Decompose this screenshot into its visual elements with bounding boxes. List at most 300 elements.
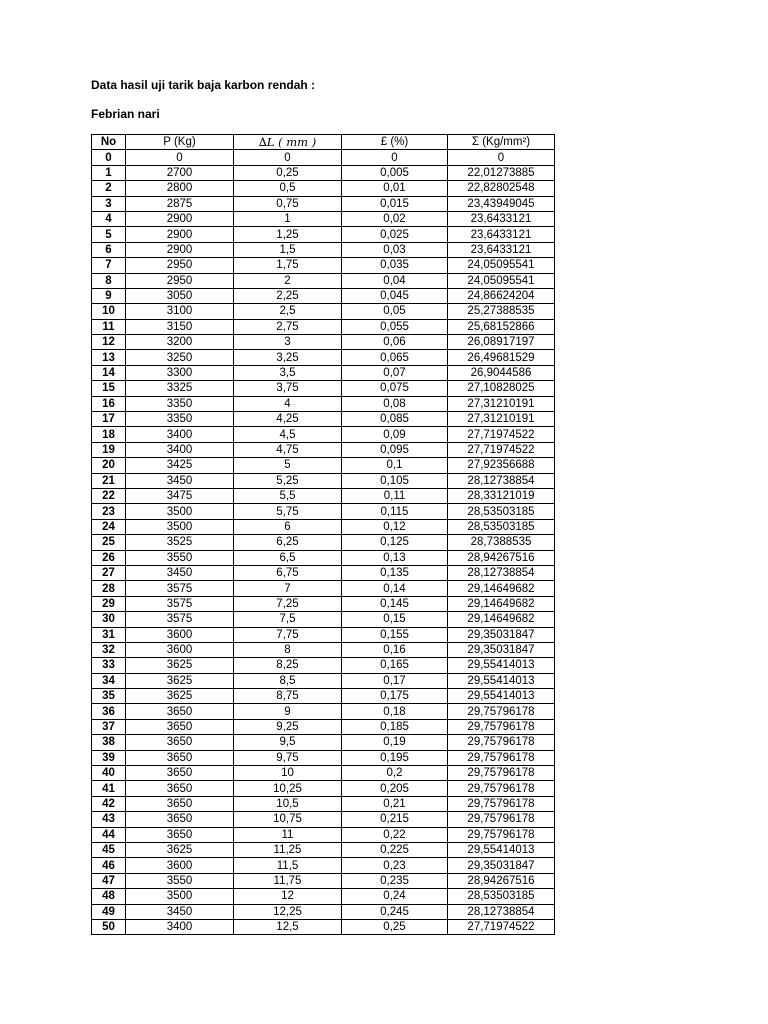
cell-stress: 27,92356688 — [448, 458, 555, 473]
cell-no: 21 — [92, 473, 126, 488]
cell-strain: 0,175 — [342, 689, 448, 704]
cell-no: 22 — [92, 488, 126, 503]
cell-strain: 0,055 — [342, 319, 448, 334]
cell-strain: 0,165 — [342, 658, 448, 673]
cell-no: 24 — [92, 519, 126, 534]
cell-elongation: 4,75 — [234, 442, 342, 457]
cell-elongation: 8 — [234, 642, 342, 657]
table-row — [92, 704, 555, 719]
cell-no: 40 — [92, 766, 126, 781]
table-row — [92, 335, 555, 350]
cell-load: 3625 — [126, 658, 234, 673]
table-row — [92, 350, 555, 365]
cell-stress: 29,75796178 — [448, 827, 555, 842]
cell-stress: 24,05095541 — [448, 258, 555, 273]
cell-strain: 0,15 — [342, 612, 448, 627]
table-row — [92, 627, 555, 642]
cell-load: 2900 — [126, 227, 234, 242]
cell-stress: 29,55414013 — [448, 842, 555, 857]
cell-no: 47 — [92, 873, 126, 888]
cell-no: 20 — [92, 458, 126, 473]
table-row — [92, 842, 555, 857]
cell-stress: 27,31210191 — [448, 412, 555, 427]
cell-no: 17 — [92, 412, 126, 427]
cell-load: 3325 — [126, 381, 234, 396]
cell-elongation: 1,75 — [234, 258, 342, 273]
cell-strain: 0,16 — [342, 642, 448, 657]
cell-load: 3550 — [126, 550, 234, 565]
cell-stress: 29,55414013 — [448, 689, 555, 704]
cell-load: 3475 — [126, 488, 234, 503]
cell-no: 3 — [92, 196, 126, 211]
table-header-row — [92, 135, 555, 150]
cell-load: 3625 — [126, 673, 234, 688]
table-row — [92, 719, 555, 734]
cell-strain: 0,215 — [342, 812, 448, 827]
cell-elongation: 10,5 — [234, 796, 342, 811]
cell-elongation: 1,25 — [234, 227, 342, 242]
cell-strain: 0,105 — [342, 473, 448, 488]
table-row — [92, 550, 555, 565]
cell-stress: 26,9044586 — [448, 365, 555, 380]
cell-load: 3400 — [126, 427, 234, 442]
cell-elongation: 9,5 — [234, 735, 342, 750]
document-title: Data hasil uji tarik baja karbon rendah : — [91, 78, 316, 92]
cell-stress: 28,53503185 — [448, 519, 555, 534]
cell-strain: 0,22 — [342, 827, 448, 842]
cell-elongation: 7,5 — [234, 612, 342, 627]
table-row — [92, 889, 555, 904]
cell-strain: 0,185 — [342, 719, 448, 734]
cell-stress: 28,12738854 — [448, 565, 555, 580]
cell-strain: 0,115 — [342, 504, 448, 519]
cell-elongation: 0 — [234, 150, 342, 165]
cell-stress: 27,71974522 — [448, 427, 555, 442]
cell-strain: 0,17 — [342, 673, 448, 688]
cell-elongation: 0,75 — [234, 196, 342, 211]
cell-elongation: 10,75 — [234, 812, 342, 827]
header-stress: Σ (Kg/mm²) — [448, 135, 555, 150]
cell-stress: 26,08917197 — [448, 335, 555, 350]
cell-elongation: 3,75 — [234, 381, 342, 396]
cell-no: 28 — [92, 581, 126, 596]
cell-stress: 27,31210191 — [448, 396, 555, 411]
cell-no: 27 — [92, 565, 126, 580]
table-row — [92, 458, 555, 473]
cell-load: 3600 — [126, 642, 234, 657]
cell-stress: 29,14649682 — [448, 612, 555, 627]
cell-no: 12 — [92, 335, 126, 350]
cell-strain: 0,11 — [342, 488, 448, 503]
cell-no: 7 — [92, 258, 126, 273]
cell-elongation: 6,25 — [234, 535, 342, 550]
cell-no: 29 — [92, 596, 126, 611]
cell-load: 3450 — [126, 473, 234, 488]
cell-strain: 0,04 — [342, 273, 448, 288]
cell-strain: 0,08 — [342, 396, 448, 411]
cell-no: 43 — [92, 812, 126, 827]
cell-stress: 29,75796178 — [448, 750, 555, 765]
cell-stress: 29,14649682 — [448, 581, 555, 596]
table-row — [92, 381, 555, 396]
cell-no: 2 — [92, 181, 126, 196]
cell-stress: 27,10828025 — [448, 381, 555, 396]
cell-stress: 28,12738854 — [448, 473, 555, 488]
cell-load: 3100 — [126, 304, 234, 319]
cell-no: 30 — [92, 612, 126, 627]
cell-load: 3250 — [126, 350, 234, 365]
cell-no: 33 — [92, 658, 126, 673]
cell-load: 3650 — [126, 750, 234, 765]
table-row — [92, 150, 555, 165]
cell-elongation: 5 — [234, 458, 342, 473]
table-row — [92, 504, 555, 519]
cell-elongation: 2,5 — [234, 304, 342, 319]
cell-no: 19 — [92, 442, 126, 457]
cell-elongation: 8,75 — [234, 689, 342, 704]
cell-elongation: 11 — [234, 827, 342, 842]
cell-strain: 0,23 — [342, 858, 448, 873]
cell-stress: 27,71974522 — [448, 919, 555, 934]
cell-load: 3150 — [126, 319, 234, 334]
cell-elongation: 2,75 — [234, 319, 342, 334]
cell-no: 46 — [92, 858, 126, 873]
cell-load: 3600 — [126, 858, 234, 873]
cell-load: 2900 — [126, 211, 234, 226]
cell-elongation: 3 — [234, 335, 342, 350]
cell-strain: 0,2 — [342, 766, 448, 781]
cell-no: 34 — [92, 673, 126, 688]
cell-stress: 22,82802548 — [448, 181, 555, 196]
cell-strain: 0,075 — [342, 381, 448, 396]
cell-elongation: 0,25 — [234, 165, 342, 180]
cell-load: 3200 — [126, 335, 234, 350]
cell-load: 3450 — [126, 904, 234, 919]
table-row — [92, 165, 555, 180]
cell-stress: 23,6433121 — [448, 227, 555, 242]
cell-stress: 24,86624204 — [448, 288, 555, 303]
cell-strain: 0,135 — [342, 565, 448, 580]
cell-strain: 0,14 — [342, 581, 448, 596]
cell-load: 3500 — [126, 504, 234, 519]
cell-no: 49 — [92, 904, 126, 919]
table-row — [92, 211, 555, 226]
cell-strain: 0,025 — [342, 227, 448, 242]
header-load: P (Kg) — [126, 135, 234, 150]
table-row — [92, 781, 555, 796]
cell-no: 44 — [92, 827, 126, 842]
cell-load: 3650 — [126, 704, 234, 719]
cell-elongation: 6,5 — [234, 550, 342, 565]
cell-strain: 0,225 — [342, 842, 448, 857]
cell-no: 31 — [92, 627, 126, 642]
cell-strain: 0,085 — [342, 412, 448, 427]
cell-stress: 25,27388535 — [448, 304, 555, 319]
cell-no: 37 — [92, 719, 126, 734]
cell-elongation: 8,5 — [234, 673, 342, 688]
table-row — [92, 396, 555, 411]
cell-no: 11 — [92, 319, 126, 334]
cell-load: 3650 — [126, 812, 234, 827]
cell-no: 48 — [92, 889, 126, 904]
cell-strain: 0,01 — [342, 181, 448, 196]
cell-no: 45 — [92, 842, 126, 857]
header-elongation: ∆L ( mm ) — [234, 135, 342, 150]
cell-elongation: 1 — [234, 211, 342, 226]
cell-elongation: 12,5 — [234, 919, 342, 934]
cell-elongation: 5,75 — [234, 504, 342, 519]
cell-strain: 0,065 — [342, 350, 448, 365]
cell-strain: 0,21 — [342, 796, 448, 811]
cell-strain: 0,12 — [342, 519, 448, 534]
cell-no: 9 — [92, 288, 126, 303]
cell-load: 3525 — [126, 535, 234, 550]
table-row — [92, 196, 555, 211]
cell-no: 5 — [92, 227, 126, 242]
header-strain: £ (%) — [342, 135, 448, 150]
cell-stress: 28,33121019 — [448, 488, 555, 503]
cell-load: 3550 — [126, 873, 234, 888]
cell-no: 26 — [92, 550, 126, 565]
cell-stress: 28,94267516 — [448, 873, 555, 888]
cell-no: 15 — [92, 381, 126, 396]
cell-load: 3575 — [126, 596, 234, 611]
cell-load: 2950 — [126, 258, 234, 273]
cell-strain: 0,09 — [342, 427, 448, 442]
table-row — [92, 365, 555, 380]
cell-strain: 0,03 — [342, 242, 448, 257]
cell-strain: 0,245 — [342, 904, 448, 919]
cell-strain: 0,1 — [342, 458, 448, 473]
cell-strain: 0,155 — [342, 627, 448, 642]
cell-load: 0 — [126, 150, 234, 165]
cell-load: 3625 — [126, 689, 234, 704]
cell-load: 2900 — [126, 242, 234, 257]
cell-stress: 29,75796178 — [448, 735, 555, 750]
table-row — [92, 766, 555, 781]
table-body — [92, 150, 555, 935]
cell-strain: 0,18 — [342, 704, 448, 719]
table-row — [92, 412, 555, 427]
cell-load: 3450 — [126, 565, 234, 580]
cell-elongation: 10 — [234, 766, 342, 781]
cell-strain: 0,07 — [342, 365, 448, 380]
table-row — [92, 304, 555, 319]
cell-stress: 29,35031847 — [448, 858, 555, 873]
cell-strain: 0,195 — [342, 750, 448, 765]
cell-no: 25 — [92, 535, 126, 550]
cell-no: 8 — [92, 273, 126, 288]
cell-no: 13 — [92, 350, 126, 365]
table-row — [92, 427, 555, 442]
cell-no: 38 — [92, 735, 126, 750]
cell-no: 14 — [92, 365, 126, 380]
cell-stress: 23,43949045 — [448, 196, 555, 211]
cell-elongation: 11,75 — [234, 873, 342, 888]
cell-strain: 0,235 — [342, 873, 448, 888]
table-row — [92, 242, 555, 257]
cell-load: 3625 — [126, 842, 234, 857]
table-row — [92, 642, 555, 657]
cell-no: 42 — [92, 796, 126, 811]
cell-strain: 0,095 — [342, 442, 448, 457]
cell-load: 3300 — [126, 365, 234, 380]
table-row — [92, 473, 555, 488]
cell-elongation: 7 — [234, 581, 342, 596]
cell-load: 3400 — [126, 919, 234, 934]
cell-strain: 0,145 — [342, 596, 448, 611]
cell-stress: 29,35031847 — [448, 642, 555, 657]
cell-no: 1 — [92, 165, 126, 180]
cell-strain: 0,035 — [342, 258, 448, 273]
cell-elongation: 1,5 — [234, 242, 342, 257]
cell-load: 2800 — [126, 181, 234, 196]
cell-strain: 0,25 — [342, 919, 448, 934]
cell-stress: 0 — [448, 150, 555, 165]
table-row — [92, 796, 555, 811]
table-row — [92, 750, 555, 765]
cell-stress: 29,75796178 — [448, 719, 555, 734]
cell-strain: 0 — [342, 150, 448, 165]
cell-stress: 28,12738854 — [448, 904, 555, 919]
cell-stress: 23,6433121 — [448, 242, 555, 257]
table-row — [92, 519, 555, 534]
cell-elongation: 8,25 — [234, 658, 342, 673]
cell-load: 3650 — [126, 781, 234, 796]
table-row — [92, 858, 555, 873]
table-row — [92, 258, 555, 273]
cell-load: 2875 — [126, 196, 234, 211]
cell-elongation: 4,5 — [234, 427, 342, 442]
cell-elongation: 9,25 — [234, 719, 342, 734]
cell-load: 2950 — [126, 273, 234, 288]
cell-elongation: 9,75 — [234, 750, 342, 765]
cell-elongation: 10,25 — [234, 781, 342, 796]
cell-load: 3575 — [126, 612, 234, 627]
cell-stress: 29,75796178 — [448, 796, 555, 811]
cell-no: 0 — [92, 150, 126, 165]
cell-stress: 25,68152866 — [448, 319, 555, 334]
cell-elongation: 2,25 — [234, 288, 342, 303]
cell-stress: 22,01273885 — [448, 165, 555, 180]
table-row — [92, 565, 555, 580]
cell-load: 3575 — [126, 581, 234, 596]
cell-stress: 28,94267516 — [448, 550, 555, 565]
author-name: Febrian nari — [91, 107, 160, 121]
cell-stress: 24,05095541 — [448, 273, 555, 288]
cell-stress: 29,14649682 — [448, 596, 555, 611]
cell-no: 16 — [92, 396, 126, 411]
tensile-test-table — [91, 134, 555, 935]
cell-stress: 29,55414013 — [448, 658, 555, 673]
cell-stress: 28,53503185 — [448, 504, 555, 519]
cell-strain: 0,06 — [342, 335, 448, 350]
cell-strain: 0,13 — [342, 550, 448, 565]
cell-stress: 23,6433121 — [448, 211, 555, 226]
cell-stress: 28,53503185 — [448, 889, 555, 904]
cell-strain: 0,005 — [342, 165, 448, 180]
cell-stress: 27,71974522 — [448, 442, 555, 457]
cell-elongation: 5,5 — [234, 488, 342, 503]
table-row — [92, 581, 555, 596]
table-row — [92, 273, 555, 288]
table-row — [92, 919, 555, 934]
cell-load: 3350 — [126, 396, 234, 411]
table-row — [92, 319, 555, 334]
cell-elongation: 7,25 — [234, 596, 342, 611]
cell-load: 3425 — [126, 458, 234, 473]
cell-stress: 26,49681529 — [448, 350, 555, 365]
table-row — [92, 873, 555, 888]
table-row — [92, 673, 555, 688]
cell-stress: 29,75796178 — [448, 812, 555, 827]
cell-no: 18 — [92, 427, 126, 442]
cell-load: 3600 — [126, 627, 234, 642]
cell-no: 50 — [92, 919, 126, 934]
cell-stress: 29,55414013 — [448, 673, 555, 688]
table-row — [92, 812, 555, 827]
cell-strain: 0,05 — [342, 304, 448, 319]
cell-elongation: 12,25 — [234, 904, 342, 919]
cell-strain: 0,125 — [342, 535, 448, 550]
cell-no: 36 — [92, 704, 126, 719]
cell-strain: 0,205 — [342, 781, 448, 796]
cell-no: 10 — [92, 304, 126, 319]
cell-stress: 29,75796178 — [448, 781, 555, 796]
table-row — [92, 658, 555, 673]
table-row — [92, 535, 555, 550]
table-row — [92, 735, 555, 750]
cell-elongation: 9 — [234, 704, 342, 719]
header-no: No — [92, 135, 126, 150]
cell-load: 3650 — [126, 796, 234, 811]
cell-elongation: 3,25 — [234, 350, 342, 365]
cell-strain: 0,24 — [342, 889, 448, 904]
cell-no: 39 — [92, 750, 126, 765]
table-row — [92, 227, 555, 242]
cell-load: 3650 — [126, 827, 234, 842]
cell-no: 4 — [92, 211, 126, 226]
cell-stress: 29,75796178 — [448, 704, 555, 719]
cell-elongation: 4 — [234, 396, 342, 411]
table-row — [92, 442, 555, 457]
cell-strain: 0,015 — [342, 196, 448, 211]
cell-stress: 28,7388535 — [448, 535, 555, 550]
cell-load: 2700 — [126, 165, 234, 180]
cell-stress: 29,35031847 — [448, 627, 555, 642]
cell-strain: 0,19 — [342, 735, 448, 750]
cell-load: 3650 — [126, 766, 234, 781]
cell-elongation: 2 — [234, 273, 342, 288]
table-row — [92, 181, 555, 196]
cell-elongation: 12 — [234, 889, 342, 904]
cell-elongation: 6 — [234, 519, 342, 534]
table-row — [92, 904, 555, 919]
cell-elongation: 7,75 — [234, 627, 342, 642]
cell-no: 41 — [92, 781, 126, 796]
cell-load: 3650 — [126, 735, 234, 750]
table-row — [92, 689, 555, 704]
table-row — [92, 827, 555, 842]
cell-load: 3400 — [126, 442, 234, 457]
cell-no: 23 — [92, 504, 126, 519]
cell-no: 6 — [92, 242, 126, 257]
cell-elongation: 0,5 — [234, 181, 342, 196]
cell-load: 3050 — [126, 288, 234, 303]
cell-elongation: 5,25 — [234, 473, 342, 488]
cell-elongation: 11,25 — [234, 842, 342, 857]
cell-strain: 0,045 — [342, 288, 448, 303]
